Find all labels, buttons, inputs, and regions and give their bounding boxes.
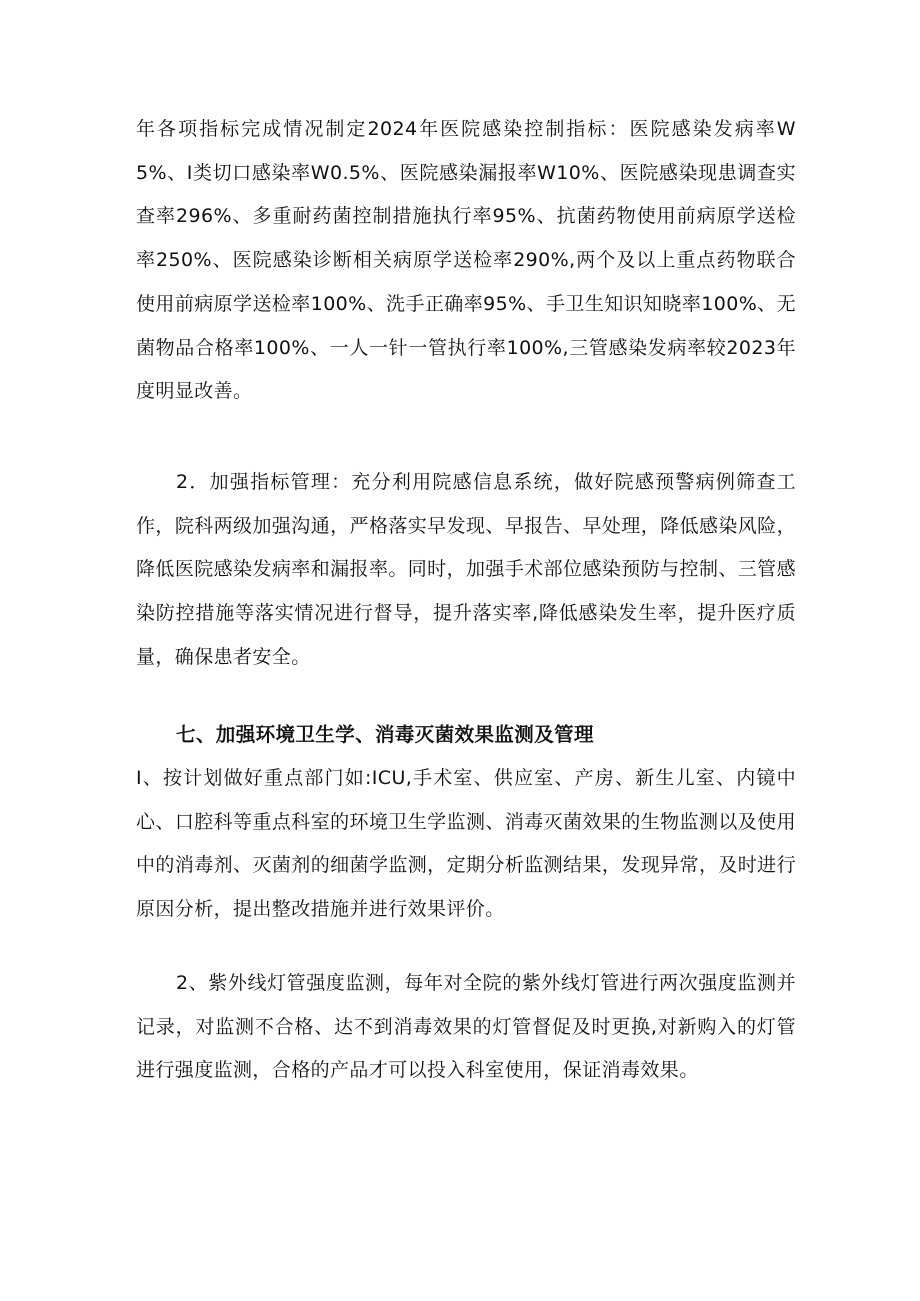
section-heading-environmental-hygiene: 七、加强环境卫生学、消毒灭菌效果监测及管理 bbox=[176, 723, 594, 746]
paragraph-uv-lamp-monitoring: 2、紫外线灯管强度监测，每年对全院的紫外线灯管进行两次强度监测并记录，对监测不合格、达不到消毒效果的灯管督促及时更换,对新购入的灯管进行强度监测，合格的产品才可以投入科室使用，保证消毒效果。 bbox=[136, 972, 796, 1082]
paragraph-indicator-management: 2．加强指标管理：充分利用院感信息系统，做好院感预警病例筛查工作，院科两级加强沟通，严格落实早发现、早报告、早处理，降低感染风险，降低医院感染发病率和漏报率。同时，加强手术部位感染预防与控制、三管感染防控措施等落实情况进行督导，提升落实率,降低感染发生率，提升医疗质量，确保患者安全。 bbox=[136, 471, 796, 668]
paragraph-key-department-monitoring: I、按计划做好重点部门如:ICU,手术室、供应室、产房、新生儿室、内镜中心、口腔科等重点科室的环境卫生学监测、消毒灭菌效果的生物监测以及使用中的消毒剂、灭菌剂的细菌学监测，定期分析监测结果，发现异常，及时进行原因分析，提出整改措施并进行效果评价。 bbox=[136, 767, 796, 921]
paragraph-infection-control-targets: 年各项指标完成情况制定2024年医院感染控制指标：医院感染发病率W5%、I类切口感染率W0.5%、医院感染漏报率W10%、医院感染现患调查实查率296%、多重耐药菌控制措施执行率95%、抗菌药物使用前病原学送检率250%、医院感染诊断相关病原学送检率290%,两个及以上重点药物联合使用前病原学送检率100%、洗手正确率95%、手卫生知识知晓率100%、无菌物品合格率100%、一人一针一管执行率100%,三管感染发病率较2023年度明显改善。 bbox=[136, 118, 796, 403]
